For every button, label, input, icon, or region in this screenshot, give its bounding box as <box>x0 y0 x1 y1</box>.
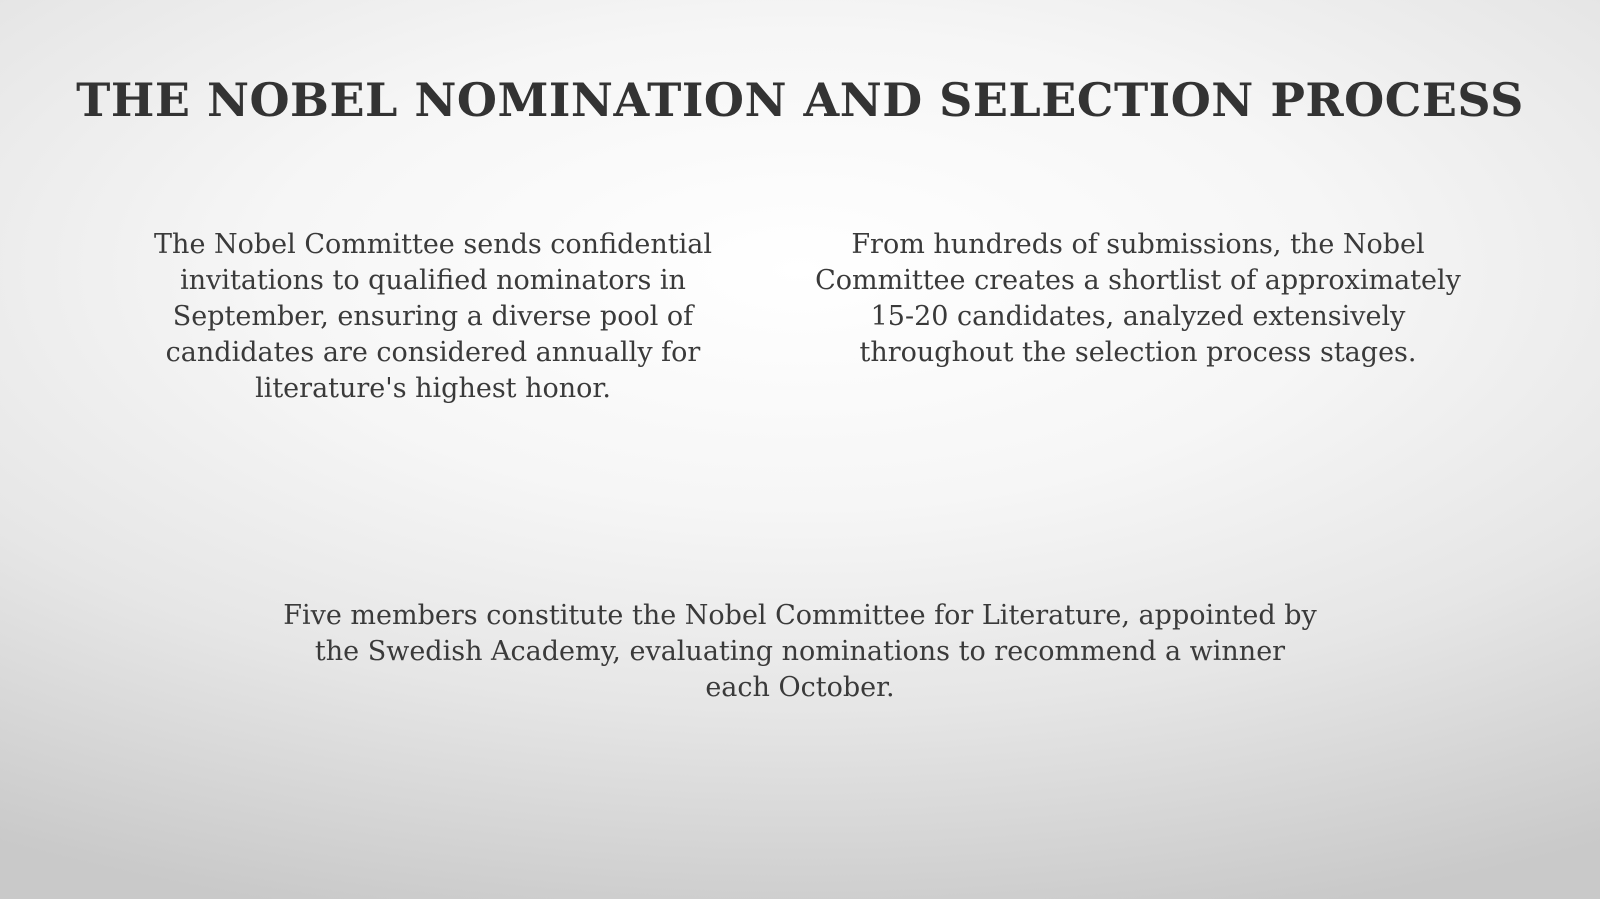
slide-title: THE NOBEL NOMINATION AND SELECTION PROCESS <box>76 73 1524 127</box>
committee-members-text: Five members constitute the Nobel Committee for Literature, appointed by the Swedish Academy, evaluating nominations to recommend a winner each October. <box>283 600 1317 703</box>
nomination-invitations-text: The Nobel Committee sends confidential invitations to qualified nominators in September, ensuring a diverse pool of candidates are considered annually for literature's highest honor. <box>154 229 712 404</box>
shortlist-text: From hundreds of submissions, the Nobel Committee creates a shortlist of approximately 15-20 candidates, analyzed extensively throughout the selection process stages. <box>815 229 1461 368</box>
